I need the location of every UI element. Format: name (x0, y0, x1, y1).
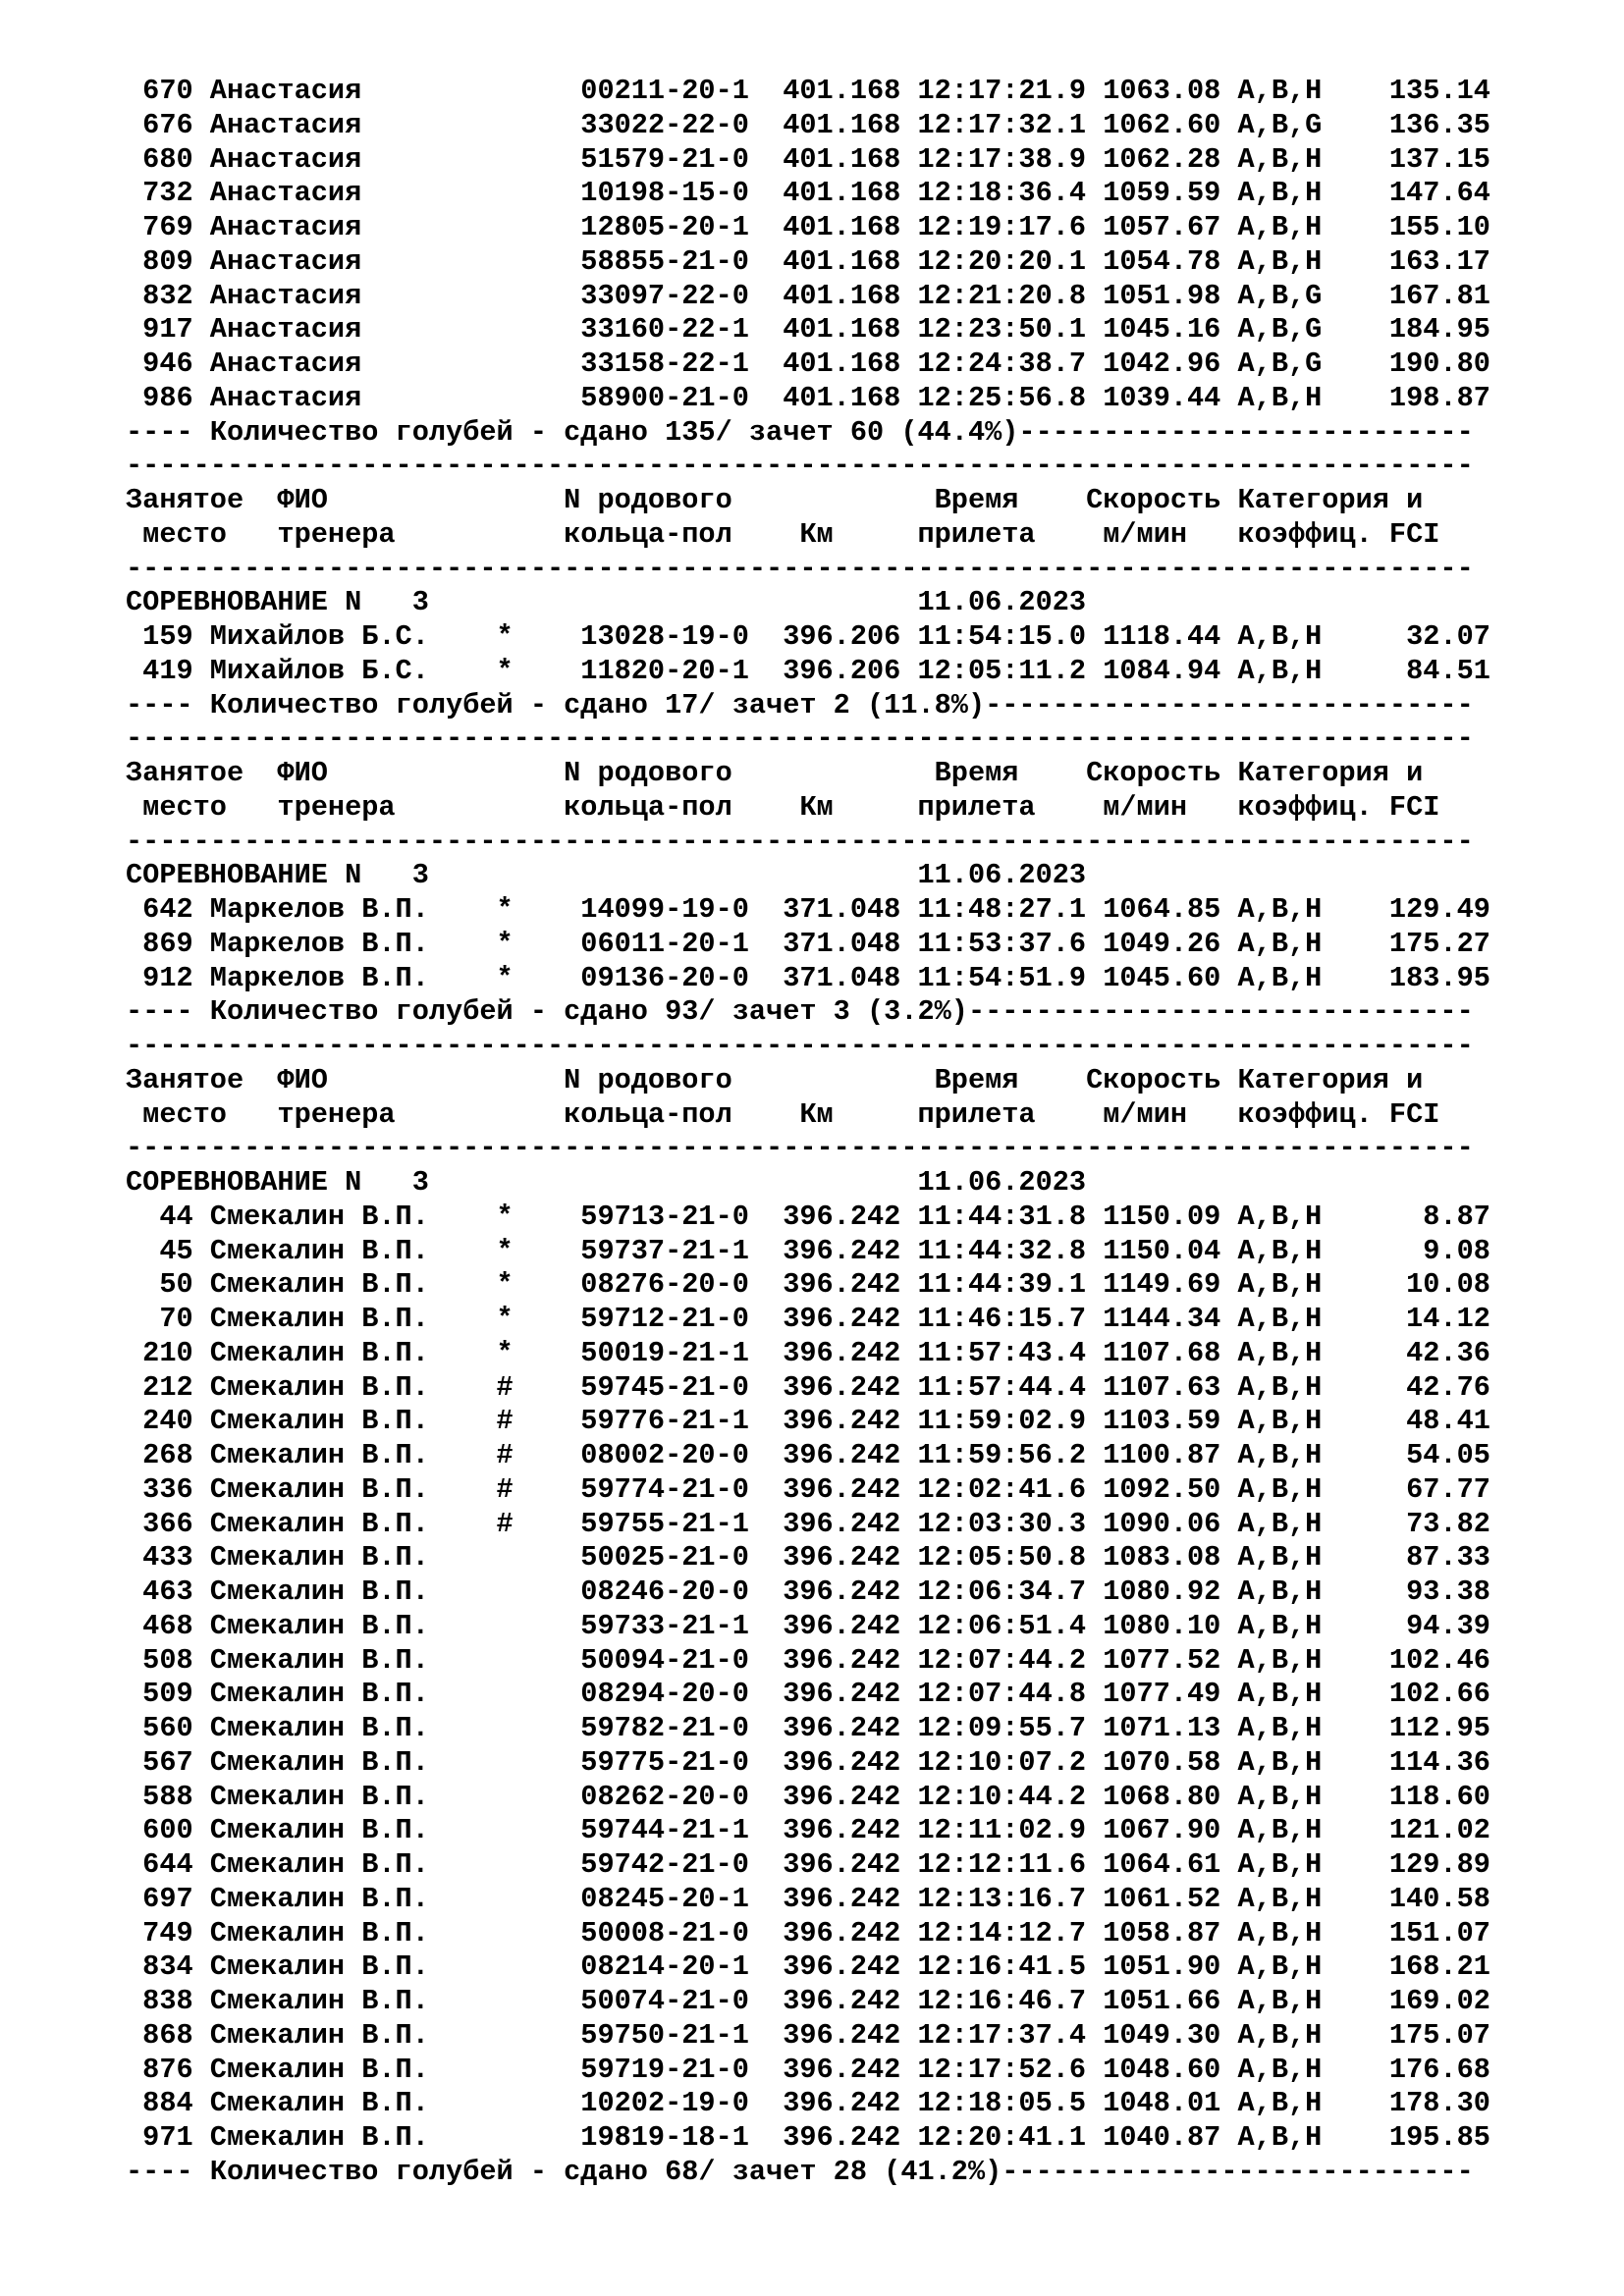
data-row: 676 Анастасия 33022-22-0 401.168 12:17:32.1 1062.60 A,B,G 136.35 (126, 108, 1490, 141)
data-row: 884 Смекалин В.П. 10202-19-0 396.242 12:18:05.5 1048.01 A,B,H 178.30 (126, 2087, 1490, 2120)
data-row: 869 Маркелов В.П. * 06011-20-1 371.048 11:53:37.6 1049.26 A,B,H 175.27 (126, 927, 1490, 960)
data-row: 697 Смекалин В.П. 08245-20-1 396.242 12:13:16.7 1061.52 A,B,H 140.58 (126, 1882, 1490, 1915)
separator-line: -------------------------------------------------------------------------------- (126, 1132, 1474, 1165)
data-row: 680 Анастасия 51579-21-0 401.168 12:17:38.9 1062.28 A,B,H 137.15 (126, 142, 1490, 176)
separator-line: -------------------------------------------------------------------------------- (126, 825, 1474, 858)
column-header: место тренера кольца-пол Км прилета м/мин коэффиц. FCI (126, 1097, 1440, 1131)
data-row: 838 Смекалин В.П. 50074-21-0 396.242 12:16:46.7 1051.66 A,B,H 169.02 (126, 1985, 1490, 2017)
data-row: 912 Маркелов В.П. * 09136-20-0 371.048 11:54:51.9 1045.60 A,B,H 183.95 (126, 961, 1490, 994)
column-header: место тренера кольца-пол Км прилета м/мин коэффиц. FCI (126, 790, 1440, 824)
data-row: 433 Смекалин В.П. 50025-21-0 396.242 12:05:50.8 1083.08 A,B,H 87.33 (126, 1541, 1490, 1575)
data-row: 50 Смекалин В.П. * 08276-20-0 396.242 11:44:39.1 1149.69 A,B,H 10.08 (126, 1268, 1490, 1302)
data-row: 268 Смекалин В.П. # 08002-20-0 396.242 11:59:56.2 1100.87 A,B,H 54.05 (126, 1439, 1490, 1471)
data-row: 749 Смекалин В.П. 50008-21-0 396.242 12:14:12.7 1058.87 A,B,H 151.07 (126, 1916, 1490, 1949)
competition-header: СОРЕВНОВАНИЕ N 3 11.06.2023 (126, 1166, 1087, 1199)
data-row: 419 Михайлов Б.С. * 11820-20-1 396.206 12:05:11.2 1084.94 A,B,H 84.51 (126, 654, 1490, 687)
data-row: 642 Маркелов В.П. * 14099-19-0 371.048 11:48:27.1 1064.85 A,B,H 129.49 (126, 893, 1490, 926)
data-row: 336 Смекалин В.П. # 59774-21-0 396.242 12:02:41.6 1092.50 A,B,H 67.77 (126, 1472, 1490, 1506)
data-row: 670 Анастасия 00211-20-1 401.168 12:17:21.9 1063.08 A,B,H 135.14 (126, 75, 1490, 107)
data-row: 644 Смекалин В.П. 59742-21-0 396.242 12:12:11.6 1064.61 A,B,H 129.89 (126, 1848, 1490, 1881)
data-row: 986 Анастасия 58900-21-0 401.168 12:25:56.8 1039.44 A,B,H 198.87 (126, 381, 1490, 414)
data-row: 971 Смекалин В.П. 19819-18-1 396.242 12:20:41.1 1040.87 A,B,H 195.85 (126, 2121, 1490, 2154)
data-row: 468 Смекалин В.П. 59733-21-1 396.242 12:06:51.4 1080.10 A,B,H 94.39 (126, 1609, 1490, 1642)
data-row: 366 Смекалин В.П. # 59755-21-1 396.242 12:03:30.3 1090.06 A,B,H 73.82 (126, 1507, 1490, 1540)
data-row: 876 Смекалин В.П. 59719-21-0 396.242 12:17:52.6 1048.60 A,B,H 176.68 (126, 2053, 1490, 2086)
data-row: 463 Смекалин В.П. 08246-20-0 396.242 12:06:34.7 1080.92 A,B,H 93.38 (126, 1575, 1490, 1608)
data-row: 210 Смекалин В.П. * 50019-21-1 396.242 11:57:43.4 1107.68 A,B,H 42.36 (126, 1336, 1490, 1369)
data-row: 732 Анастасия 10198-15-0 401.168 12:18:36.4 1059.59 A,B,H 147.64 (126, 177, 1490, 210)
data-row: 44 Смекалин В.П. * 59713-21-0 396.242 11:44:31.8 1150.09 A,B,H 8.87 (126, 1200, 1490, 1233)
data-row: 588 Смекалин В.П. 08262-20-0 396.242 12:10:44.2 1068.80 A,B,H 118.60 (126, 1780, 1490, 1813)
separator-line: -------------------------------------------------------------------------------- (126, 1030, 1474, 1062)
data-row: 508 Смекалин В.П. 50094-21-0 396.242 12:07:44.2 1077.52 A,B,H 102.46 (126, 1643, 1490, 1677)
data-row: 70 Смекалин В.П. * 59712-21-0 396.242 11:46:15.7 1144.34 A,B,H 14.12 (126, 1303, 1490, 1335)
column-header: место тренера кольца-пол Км прилета м/мин коэффиц. FCI (126, 517, 1440, 551)
competition-header: СОРЕВНОВАНИЕ N 3 11.06.2023 (126, 859, 1087, 892)
data-row: 600 Смекалин В.П. 59744-21-1 396.242 12:11:02.9 1067.90 A,B,H 121.02 (126, 1814, 1490, 1847)
column-header: Занятое ФИО N родового Время Скорость Категория и (126, 757, 1424, 789)
separator-line: -------------------------------------------------------------------------------- (126, 722, 1474, 756)
data-row: 560 Смекалин В.П. 59782-21-0 396.242 12:09:55.7 1071.13 A,B,H 112.95 (126, 1712, 1490, 1744)
data-row: 917 Анастасия 33160-22-1 401.168 12:23:50.1 1045.16 A,B,G 184.95 (126, 313, 1490, 347)
data-row: 567 Смекалин В.П. 59775-21-0 396.242 12:10:07.2 1070.58 A,B,H 114.36 (126, 1745, 1490, 1779)
summary-line: ---- Количество голубей - сдано 17/ зачет 2 (11.8%)----------------------------- (126, 688, 1474, 721)
data-row: 509 Смекалин В.П. 08294-20-0 396.242 12:07:44.8 1077.49 A,B,H 102.66 (126, 1678, 1490, 1711)
summary-line: ---- Количество голубей - сдано 68/ зачет 28 (41.2%)---------------------------- (126, 2155, 1474, 2188)
data-row: 159 Михайлов Б.С. * 13028-19-0 396.206 11:54:15.0 1118.44 A,B,H 32.07 (126, 620, 1490, 653)
data-row: 45 Смекалин В.П. * 59737-21-1 396.242 11:44:32.8 1150.04 A,B,H 9.08 (126, 1234, 1490, 1267)
summary-line: ---- Количество голубей - сдано 93/ зачет 3 (3.2%)------------------------------ (126, 995, 1474, 1029)
data-row: 834 Смекалин В.П. 08214-20-1 396.242 12:16:41.5 1051.90 A,B,H 168.21 (126, 1950, 1490, 1984)
summary-line: ---- Количество голубей - сдано 135/ зачет 60 (44.4%)--------------------------- (126, 415, 1474, 449)
data-row: 809 Анастасия 58855-21-0 401.168 12:20:20.1 1054.78 A,B,H 163.17 (126, 244, 1490, 278)
data-row: 240 Смекалин В.П. # 59776-21-1 396.242 11:59:02.9 1103.59 A,B,H 48.41 (126, 1405, 1490, 1438)
competition-header: СОРЕВНОВАНИЕ N 3 11.06.2023 (126, 586, 1087, 619)
data-row: 769 Анастасия 12805-20-1 401.168 12:19:17.6 1057.67 A,B,H 155.10 (126, 211, 1490, 243)
separator-line: -------------------------------------------------------------------------------- (126, 552, 1474, 585)
data-row: 212 Смекалин В.П. # 59745-21-0 396.242 11:57:44.4 1107.63 A,B,H 42.76 (126, 1370, 1490, 1404)
data-row: 946 Анастасия 33158-22-1 401.168 12:24:38.7 1042.96 A,B,G 190.80 (126, 347, 1490, 380)
data-row: 868 Смекалин В.П. 59750-21-1 396.242 12:17:37.4 1049.30 A,B,H 175.07 (126, 2018, 1490, 2052)
column-header: Занятое ФИО N родового Время Скорость Категория и (126, 484, 1424, 516)
separator-line: -------------------------------------------------------------------------------- (126, 450, 1474, 483)
data-row: 832 Анастасия 33097-22-0 401.168 12:21:20.8 1051.98 A,B,G 167.81 (126, 279, 1490, 312)
results-report (126, 75, 1598, 2190)
column-header: Занятое ФИО N родового Время Скорость Категория и (126, 1063, 1424, 1096)
